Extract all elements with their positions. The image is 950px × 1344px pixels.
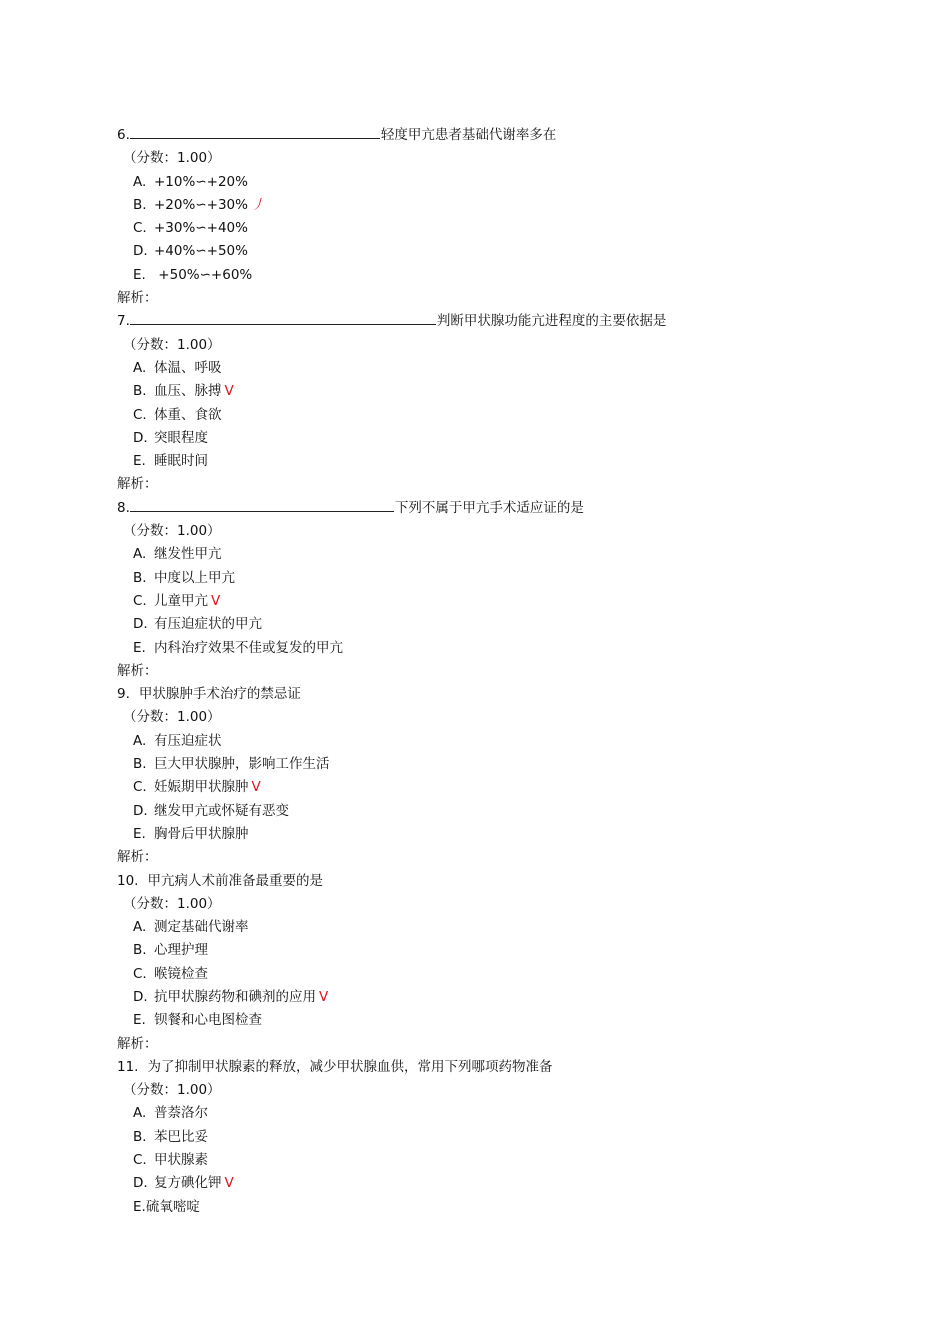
answer-option	[117, 753, 877, 776]
option-letter: A.	[133, 732, 147, 749]
question-score: （分数：1.00）	[123, 709, 221, 726]
question-number: 7.	[117, 313, 130, 330]
answer-option	[117, 637, 877, 660]
option-letter: A.	[133, 359, 147, 376]
option-text: 体温、呼吸	[154, 359, 222, 376]
option-text: 复方碘化钾	[154, 1175, 222, 1192]
question-stem-line	[117, 1056, 877, 1079]
question-score: （分数：1.00）	[123, 1082, 221, 1099]
question-block	[117, 497, 877, 683]
analysis-label: 解析：	[117, 662, 158, 679]
correct-answer-mark: 丿	[250, 196, 265, 213]
option-text: 有压迫症状	[154, 732, 222, 749]
option-text: 突眼程度	[154, 429, 208, 446]
analysis-label: 解析：	[117, 1035, 158, 1052]
question-block	[117, 683, 877, 869]
answer-option	[117, 800, 877, 823]
option-letter: C.	[133, 779, 147, 796]
option-text: 体重、食欲	[154, 406, 222, 423]
answer-option	[117, 823, 877, 846]
question-score: （分数：1.00）	[123, 336, 221, 353]
option-letter: A.	[133, 919, 147, 936]
option-text: +50%∽+60%	[154, 266, 253, 283]
option-text: 测定基础代谢率	[154, 919, 249, 936]
question-score: （分数：1.00）	[123, 523, 221, 540]
question-stem-line	[117, 124, 877, 147]
option-letter: C.	[133, 1152, 147, 1169]
answer-option	[117, 171, 877, 194]
option-letter: C.	[133, 220, 147, 237]
question-text: 为了抑制甲状腺素的释放，减少甲状腺血供，常用下列哪项药物准备	[147, 1058, 553, 1075]
option-letter: C.	[133, 965, 147, 982]
question-stem-line	[117, 310, 877, 333]
answer-option	[117, 217, 877, 240]
question-text: 下列不属于甲亢手术适应证的是	[394, 499, 584, 516]
option-text: +30%∽+40%	[154, 220, 248, 237]
answer-option	[117, 986, 877, 1009]
answer-option	[117, 543, 877, 566]
option-text: 血压、脉搏	[154, 383, 222, 400]
answer-option	[117, 730, 877, 753]
question-block	[117, 870, 877, 1056]
correct-answer-mark: V	[251, 779, 261, 796]
correct-answer-mark: V	[211, 592, 221, 609]
question-stem-line	[117, 683, 877, 706]
option-letter: C.	[133, 406, 147, 423]
option-letter: D.	[133, 802, 148, 819]
answer-option	[117, 264, 877, 287]
answer-option	[117, 1009, 877, 1032]
question-text: 甲亢病人术前准备最重要的是	[147, 872, 323, 889]
question-number: 9.	[117, 686, 130, 703]
option-letter: A.	[133, 173, 147, 190]
option-text: 苯巴比妥	[154, 1128, 208, 1145]
option-letter: B.	[133, 196, 147, 213]
answer-option	[117, 613, 877, 636]
option-letter: C.	[133, 592, 147, 609]
option-letter: D.	[133, 988, 148, 1005]
option-letter: E.	[133, 453, 146, 470]
option-letter: A.	[133, 1105, 147, 1122]
question-list	[117, 124, 877, 1219]
option-text: 内科治疗效果不佳或复发的甲亢	[154, 639, 343, 656]
option-text: 甲状腺素	[154, 1152, 208, 1169]
answer-option	[117, 916, 877, 939]
question-score: （分数：1.00）	[123, 150, 221, 167]
answer-blank	[130, 497, 394, 512]
answer-option	[117, 380, 877, 403]
option-letter: D.	[133, 243, 148, 260]
option-letter: A.	[133, 546, 147, 563]
answer-option	[117, 427, 877, 450]
answer-option	[117, 357, 877, 380]
option-text: 钡餐和心电图检查	[154, 1012, 262, 1029]
correct-answer-mark: V	[224, 1175, 234, 1192]
option-letter: E.	[133, 1012, 146, 1029]
answer-option	[117, 1196, 877, 1219]
option-letter: B.	[133, 569, 147, 586]
question-text: 轻度甲亢患者基础代谢率多在	[380, 127, 557, 143]
question-number: 11.	[117, 1058, 139, 1075]
option-text: 普萘洛尔	[154, 1105, 208, 1122]
answer-option	[117, 404, 877, 427]
question-score: （分数：1.00）	[123, 895, 221, 912]
option-letter: D.	[133, 429, 148, 446]
option-text: 抗甲状腺药物和碘剂的应用	[154, 988, 316, 1005]
answer-option	[117, 963, 877, 986]
option-text: +20%∽+30%	[154, 196, 248, 213]
answer-option	[117, 1149, 877, 1172]
question-number: 10.	[117, 872, 139, 889]
question-text: 判断甲状腺功能亢进程度的主要依据是	[436, 313, 667, 330]
correct-answer-mark: V	[224, 383, 234, 400]
option-letter: E.	[133, 1198, 146, 1215]
answer-option	[117, 450, 877, 473]
option-text: +10%∽+20%	[154, 173, 248, 190]
option-letter: E.	[133, 639, 146, 656]
answer-blank	[130, 124, 380, 139]
analysis-label: 解析：	[117, 849, 158, 866]
answer-option	[117, 194, 877, 217]
analysis-label: 解析：	[117, 290, 158, 307]
correct-answer-mark: V	[319, 988, 329, 1005]
option-text: 中度以上甲亢	[154, 569, 235, 586]
option-text: 巨大甲状腺肿，影响工作生活	[154, 756, 330, 773]
option-text: 妊娠期甲状腺肿	[154, 779, 249, 796]
answer-option	[117, 590, 877, 613]
answer-option	[117, 939, 877, 962]
option-text: 心理护理	[154, 942, 208, 959]
answer-blank	[130, 310, 436, 325]
option-letter: D.	[133, 1175, 148, 1192]
question-block	[117, 310, 877, 496]
option-letter: D.	[133, 616, 148, 633]
option-text: 继发甲亢或怀疑有恶变	[154, 802, 289, 819]
answer-option	[117, 1126, 877, 1149]
answer-option	[117, 776, 877, 799]
question-text: 甲状腺肿手术治疗的禁忌证	[138, 686, 301, 703]
analysis-label: 解析：	[117, 476, 158, 493]
question-number: 6.	[117, 127, 130, 143]
answer-option	[117, 1172, 877, 1195]
question-number: 8.	[117, 499, 130, 516]
question-block	[117, 1056, 877, 1219]
question-block	[117, 124, 877, 310]
option-text: 继发性甲亢	[154, 546, 222, 563]
option-letter: E.	[133, 825, 146, 842]
option-letter: B.	[133, 383, 147, 400]
option-letter: B.	[133, 942, 147, 959]
question-stem-line	[117, 870, 877, 893]
option-letter: B.	[133, 1128, 147, 1145]
option-text: +40%∽+50%	[154, 243, 248, 260]
answer-option	[117, 567, 877, 590]
option-letter: B.	[133, 756, 147, 773]
option-text: 睡眠时间	[154, 453, 208, 470]
option-text: 胸骨后甲状腺肿	[154, 825, 249, 842]
option-text: 有压迫症状的甲亢	[154, 616, 262, 633]
option-text: 喉镜检查	[154, 965, 208, 982]
option-text: 硫氧嘧啶	[145, 1198, 200, 1215]
option-text: 儿童甲亢	[154, 592, 208, 609]
answer-option	[117, 1102, 877, 1125]
option-letter: E.	[133, 266, 146, 283]
answer-option	[117, 240, 877, 263]
question-stem-line	[117, 497, 877, 520]
